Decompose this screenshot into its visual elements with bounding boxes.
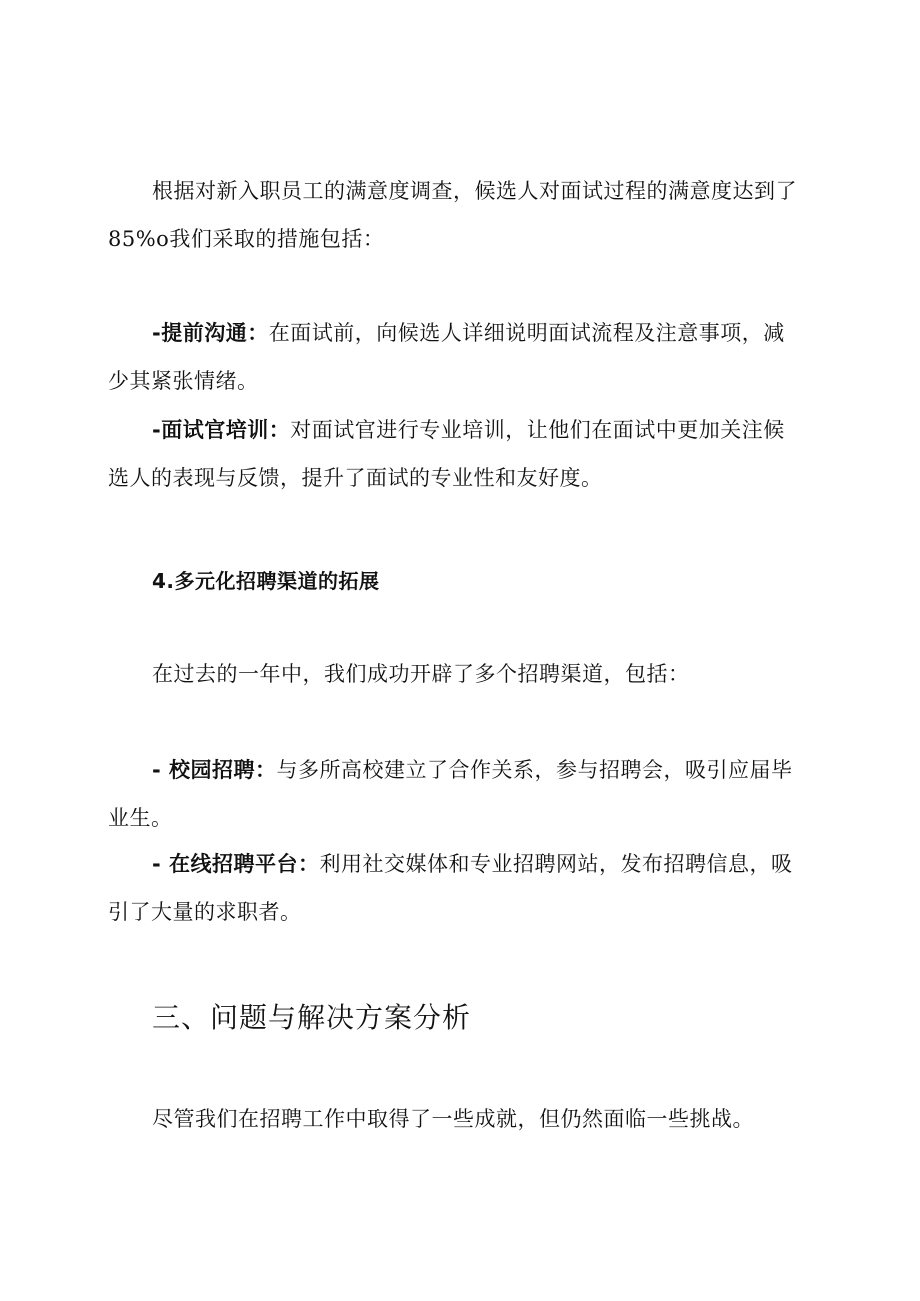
measure-label: -提前沟通： bbox=[152, 321, 269, 345]
measure-label: -面试官培训： bbox=[152, 418, 291, 442]
channel-label: - 在线招聘平台： bbox=[152, 852, 320, 876]
measure-item-advance-communication bbox=[152, 318, 785, 348]
measure-item-interviewer-training bbox=[152, 415, 785, 445]
section-3-heading: 三、问题与解决方案分析 bbox=[152, 1001, 472, 1034]
channel-item-campus bbox=[152, 755, 793, 785]
measure-text: 对面试官进行专业培训，让他们在面试中更加关注候 bbox=[290, 418, 785, 442]
survey-paragraph-line-1: 根据对新入职员工的满意度调查，候选人对面试过程的满意度达到了 bbox=[152, 179, 797, 203]
section-3-intro: 尽管我们在招聘工作中取得了一些成就，但仍然面临一些挑战。 bbox=[152, 1107, 754, 1131]
measure-text: 在面试前，向候选人详细说明面试流程及注意事项，减 bbox=[268, 321, 785, 345]
channel-label: - 校园招聘： bbox=[152, 758, 277, 782]
section-4-heading: 4.多元化招聘渠道的拓展 bbox=[152, 569, 380, 593]
channel-text: 与多所高校建立了合作关系，参与招聘会，吸引应届毕 bbox=[276, 758, 793, 782]
measure-item-advance-communication-cont: 少其紧张情绪。 bbox=[108, 369, 259, 393]
channel-item-campus-cont: 业生。 bbox=[108, 806, 173, 830]
measure-item-interviewer-training-cont: 选人的表现与反馈，提升了面试的专业性和友好度。 bbox=[108, 466, 603, 490]
channel-text: 利用社交媒体和专业招聘网站，发布招聘信息，吸 bbox=[319, 852, 793, 876]
channel-item-online bbox=[152, 849, 793, 879]
section-4-intro: 在过去的一年中，我们成功开辟了多个招聘渠道，包括： bbox=[152, 662, 690, 686]
survey-paragraph-line-2: 85%o我们采取的措施包括： bbox=[108, 227, 385, 251]
channel-item-online-cont: 引了大量的求职者。 bbox=[108, 900, 302, 924]
